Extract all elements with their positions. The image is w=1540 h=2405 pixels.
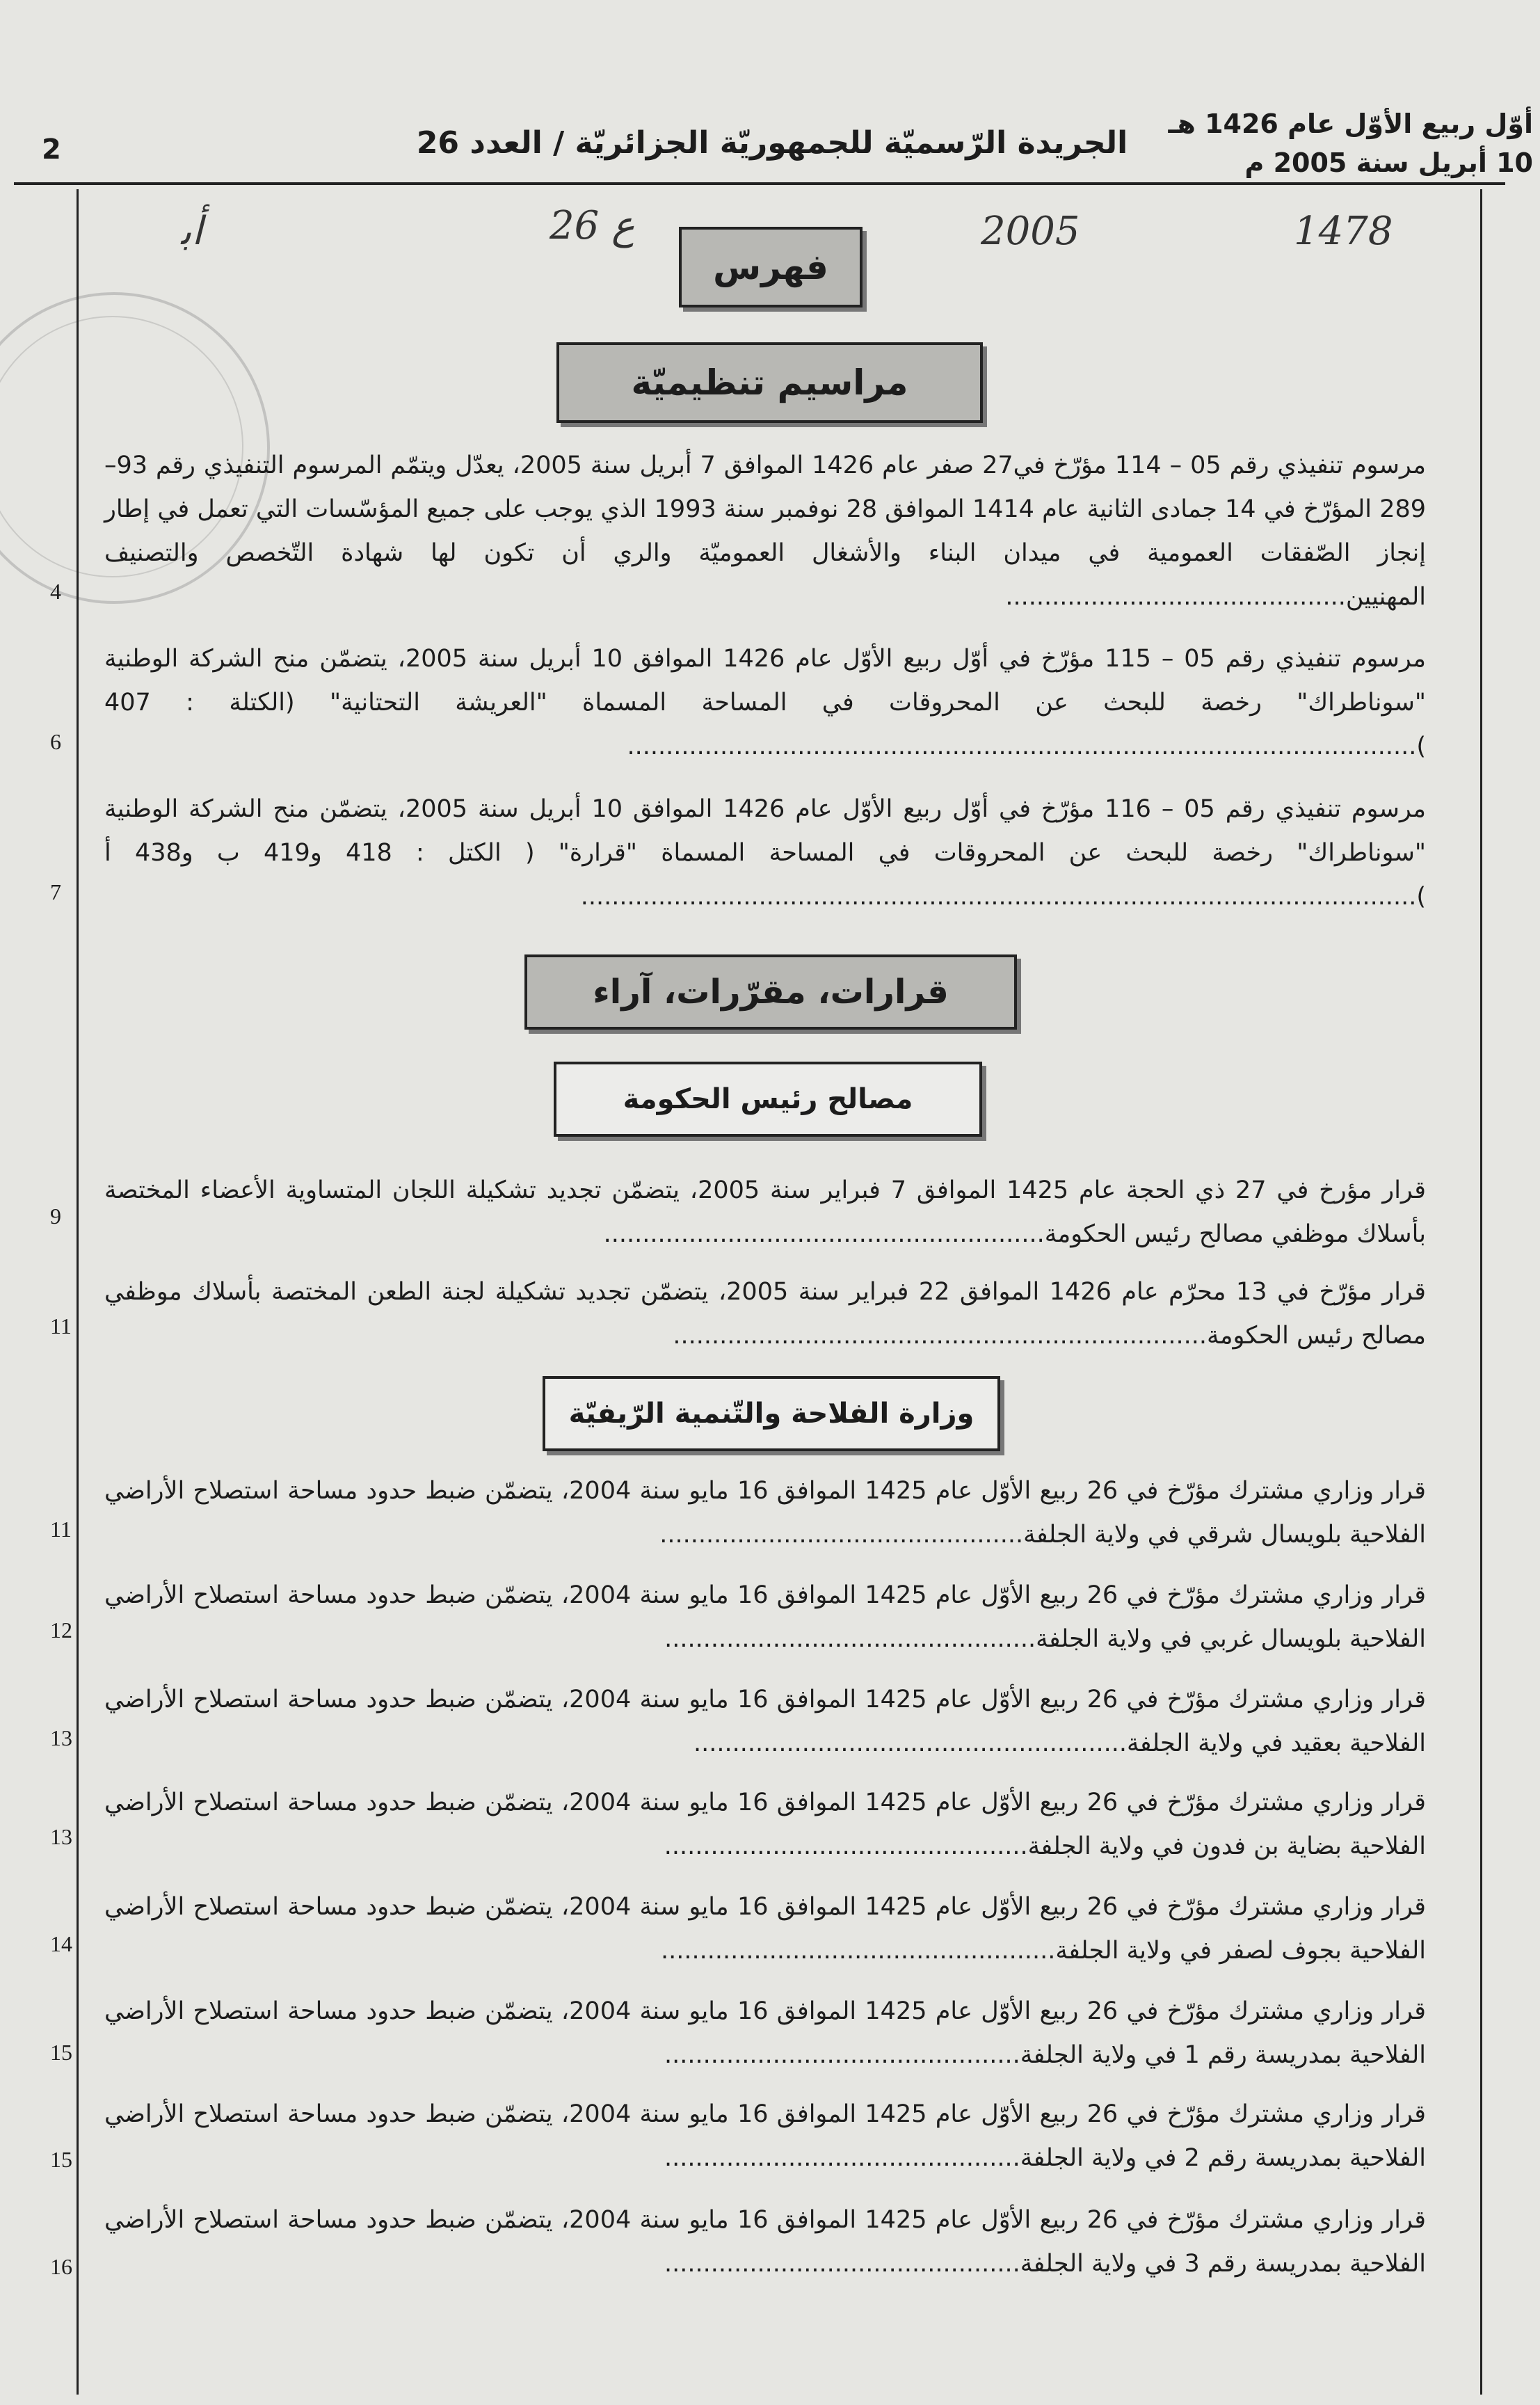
- issue-date: [1169, 104, 1533, 182]
- gregorian-date: 10 أبريل سنة 2005 م: [1244, 147, 1533, 178]
- entry-text: قرار وزاري مشترك مؤرّخ في 26 ربيع الأوّل عام 1425 الموافق 16 مايو سنة 2004، يتضمّن ضبط حدود مساحة استصلاح الأراضي الفلاحية بمدريسة رقم 1 في ولاية الجلفة..............................................: [104, 1997, 1426, 2069]
- entry-page-3: 7: [50, 879, 61, 904]
- toc-entry-2: [104, 637, 1426, 769]
- entry-text: قرار مؤرخ في 27 ذي الحجة عام 1425 الموافق 7 فبراير سنة 2005، يتضمّن تجديد تشكيلة اللجان المتساوية الأعضاء المختصة بأسلاك موظفي مصالح رئيس الحكومة.........................................................: [104, 1176, 1426, 1248]
- toc-entry-5: [104, 1270, 1426, 1358]
- entry-page-12: 15: [50, 2147, 72, 2172]
- entry-text: قرار وزاري مشترك مؤرّخ في 26 ربيع الأوّل عام 1425 الموافق 16 مايو سنة 2004، يتضمّن ضبط حدود مساحة استصلاح الأراضي الفلاحية بمدريسة رقم 3 في ولاية الجلفة..............................................: [104, 2206, 1426, 2278]
- toc-entry-3: [104, 788, 1426, 919]
- hijri-date: أوّل ربيع الأوّل عام 1426 هـ: [1168, 109, 1533, 139]
- handwritten-note-right: 1478: [1294, 209, 1393, 254]
- entry-text: قرار وزاري مشترك مؤرّخ في 26 ربيع الأوّل عام 1425 الموافق 16 مايو سنة 2004، يتضمّن ضبط حدود مساحة استصلاح الأراضي الفلاحية بضاية بن فدون في ولاية الجلفة...............................................: [104, 1789, 1426, 1860]
- entry-page-11: 15: [50, 2040, 72, 2065]
- section-index: فهرس: [679, 227, 863, 307]
- subsection-agriculture: وزارة الفلاحة والتّنمية الرّيفيّة: [543, 1376, 1000, 1451]
- toc-entry-10: [104, 1885, 1426, 1973]
- section-decrees: مراسيم تنظيميّة: [556, 342, 983, 423]
- entry-page-10: 14: [50, 1931, 72, 1956]
- entry-text: قرار وزاري مشترك مؤرّخ في 26 ربيع الأوّل عام 1425 الموافق 16 مايو سنة 2004، يتضمّن ضبط حدود مساحة استصلاح الأراضي الفلاحية بمدريسة رقم 2 في ولاية الجلفة..............................................: [104, 2100, 1426, 2172]
- page-number: 2: [42, 134, 61, 166]
- entry-page-8: 13: [50, 1725, 72, 1750]
- entry-page-5: 11: [50, 1313, 72, 1339]
- header-rule: [14, 182, 1505, 185]
- toc-entry-12: [104, 2093, 1426, 2180]
- entry-page-6: 11: [50, 1517, 72, 1542]
- entry-page-1: 4: [50, 579, 61, 604]
- toc-entry-6: [104, 1469, 1426, 1557]
- entry-page-9: 13: [50, 1824, 72, 1849]
- entry-page-13: 16: [50, 2254, 72, 2279]
- entry-page-4: 9: [50, 1204, 61, 1229]
- handwritten-note-left: ﺃﺑ: [181, 209, 203, 254]
- handwritten-note-mid: 26 ع: [550, 203, 635, 248]
- entry-text: قرار وزاري مشترك مؤرّخ في 26 ربيع الأوّل عام 1425 الموافق 16 مايو سنة 2004، يتضمّن ضبط حدود مساحة استصلاح الأراضي الفلاحية بلويسال غربي في ولاية الجلفة................................................: [104, 1581, 1426, 1653]
- entry-text: قرار وزاري مشترك مؤرّخ في 26 ربيع الأوّل عام 1425 الموافق 16 مايو سنة 2004، يتضمّن ضبط حدود مساحة استصلاح الأراضي الفلاحية بعقيد في ولاية الجلفة........................................................: [104, 1686, 1426, 1757]
- entry-page-7: 12: [50, 1617, 72, 1643]
- entry-page-2: 6: [50, 729, 61, 754]
- toc-entry-8: [104, 1678, 1426, 1766]
- entry-text: مرسوم تنفيذي رقم 05 – 115 مؤرّخ في أوّل ربيع الأوّل عام 1426 الموافق 10 أبريل سنة 2005، يتضمّن منح الشركة الوطنية "سوناطراك" رخصة للبحث عن المحروقات في المساحة المسماة "العريشة التحتانية" (الكتلة : 407 )......................................................................................................: [104, 645, 1426, 760]
- section-decisions: قرارات، مقرّرات، آراء: [524, 954, 1017, 1030]
- handwritten-note-year: 2005: [981, 209, 1080, 254]
- entry-text: مرسوم تنفيذي رقم 05 – 116 مؤرّخ في أوّل ربيع الأوّل عام 1426 الموافق 10 أبريل سنة 2005، يتضمّن منح الشركة الوطنية "سوناطراك" رخصة للبحث عن المحروقات في المساحة المسماة "قرارة" ( الكتل : 418 و419 ب و438 أ )............................................................................................................: [104, 795, 1426, 911]
- subsection-gov-services: مصالح رئيس الحكومة: [554, 1062, 982, 1137]
- toc-entry-13: [104, 2198, 1426, 2286]
- toc-entry-1: [104, 444, 1426, 619]
- toc-entry-4: [104, 1169, 1426, 1256]
- entry-text: قرار وزاري مشترك مؤرّخ في 26 ربيع الأوّل عام 1425 الموافق 16 مايو سنة 2004، يتضمّن ضبط حدود مساحة استصلاح الأراضي الفلاحية بلويسال شرقي في ولاية الجلفة...............................................: [104, 1477, 1426, 1549]
- toc-entry-7: [104, 1574, 1426, 1661]
- toc-entry-9: [104, 1781, 1426, 1869]
- entry-text: مرسوم تنفيذي رقم 05 – 114 مؤرّخ في27 صفر عام 1426 الموافق 7 أبريل سنة 2005، يعدّل ويتمّم المرسوم التنفيذي رقم 93–289 المؤرّخ في 14 جمادى الثانية عام 1414 الموافق 28 نوفمبر سنة 1993 الذي يوجب على جميع المؤسّسات التي تعمل في إطار إنجاز الصّفقات العمومية في ميدان البناء والأشغال العموميّة والري أن تكون لها شهادة التّخصص والتصنيف المهنيين............................................: [104, 452, 1426, 611]
- gazette-title: الجريدة الرّسميّة للجمهوريّة الجزائريّة / العدد 26: [416, 125, 1128, 161]
- entry-text: قرار وزاري مشترك مؤرّخ في 26 ربيع الأوّل عام 1425 الموافق 16 مايو سنة 2004، يتضمّن ضبط حدود مساحة استصلاح الأراضي الفلاحية بجوف لصفر في ولاية الجلفة...................................................: [104, 1893, 1426, 1965]
- toc-entry-11: [104, 1990, 1426, 2077]
- entry-text: قرار مؤرّخ في 13 محرّم عام 1426 الموافق 22 فبراير سنة 2005، يتضمّن تجديد تشكيلة لجنة الطعن المختصة بأسلاك موظفي مصالح رئيس الحكومة.....................................................................: [104, 1278, 1426, 1350]
